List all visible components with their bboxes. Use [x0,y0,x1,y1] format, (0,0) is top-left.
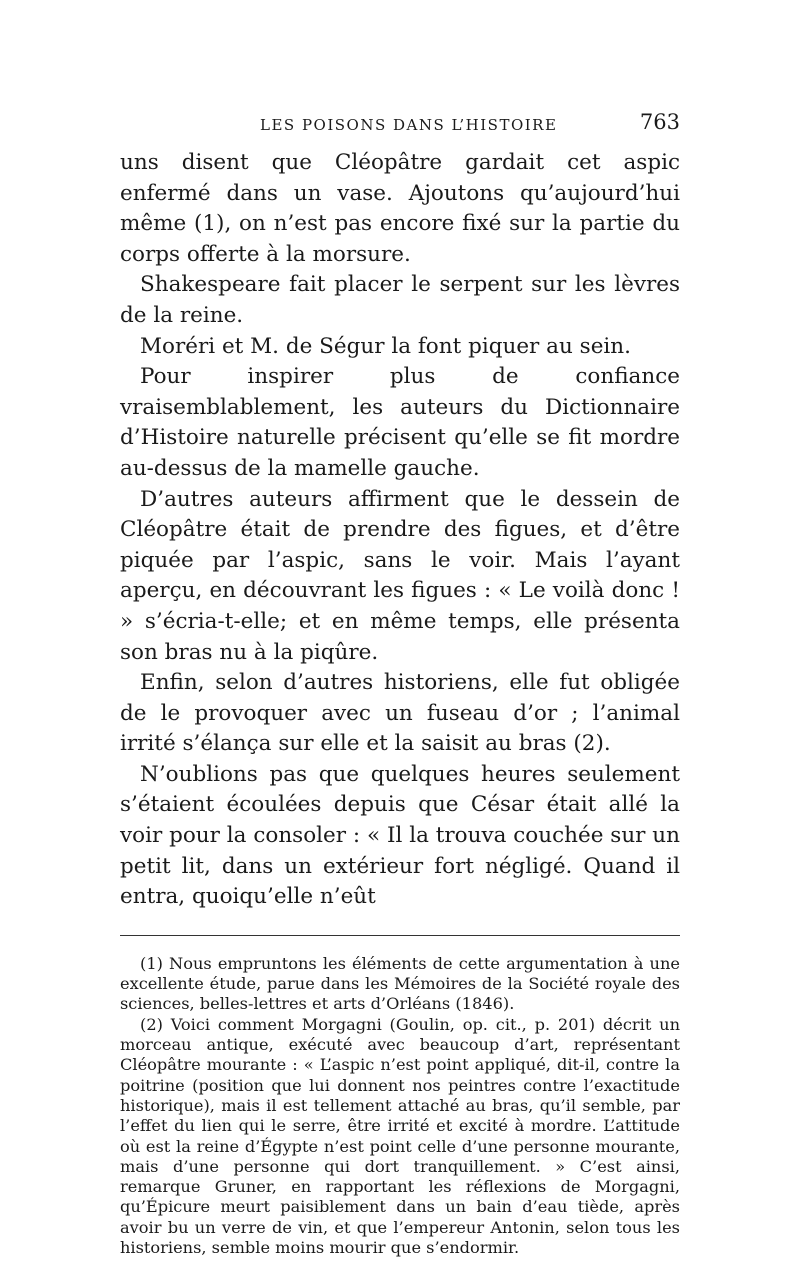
paragraph-5: D’autres auteurs affirment que le dessein de Cléopâtre était de prendre des figues, et d’être piquée par l’aspic, sans le voir. Mais l’ayant aperçu, en découvrant les figues : « Le voilà donc ! » s’écria-t-elle; et en même temps, elle présenta son bras nu à la piqûre. [120,486,680,665]
footnote-2: (2) Voici comment Morgagni (Goulin, op. cit., p. 201) décrit un morceau antique, exécuté avec beaucoup d’art, représentant Cléopâtre mourante : « L’aspic n’est point appliqué, dit-il, contre la poitrine (position que lui donnent nos peintres contre l’exactitude historique), mais il est tellement attaché au bras, qu’il semble, par l’effet du lien qui le serre, être irrité et excité à mordre. L’attitude où est la reine d’Égypte n’est point celle d’une personne mourante, mais d’une personne qui dort tranquillement. » C’est ainsi, remarque Gruner, en rapportant les réflexions de Morgagni, qu’Épicure meurt paisiblement dans un bain d’eau tiède, après avoir bu un verre de vin, et que l’empereur Antonin, selon tous les historiens, semble moins mourir que s’endormir. [120,1014,680,1257]
running-head [120,110,680,140]
page-number: 763 [639,110,680,134]
paragraph-4: Pour inspirer plus de confiance vraisemblablement, les auteurs du Dictionnaire d’Histoire naturelle précisent qu’elle se fit mordre au-dessus de la mamelle gauche. [120,364,680,481]
paragraph-6: Enfin, selon d’autres historiens, elle fut obligée de le provoquer avec un fuseau d’or ; l’animal irrité s’élança sur elle et la saisit au bras (2). [120,670,680,757]
body-text [120,148,680,913]
paragraph-3: Moréri et M. de Ségur la font piquer au sein. [140,333,631,359]
footnote-divider [120,935,680,936]
book-page [120,110,680,1258]
running-title: LES POISONS DANS L’HISTOIRE [260,116,558,134]
paragraph-2: Shakespeare fait placer le serpent sur les lèvres de la reine. [120,272,680,328]
footnotes [120,954,680,1258]
paragraph-7: N’oublions pas que quelques heures seulement s’étaient écoulées depuis que César était allé la voir pour la consoler : « Il la trouva couchée sur un petit lit, dans un extérieur fort négligé. Quand il entra, quoiqu’elle n’eût [120,761,680,910]
footnote-1: (1) Nous empruntons les éléments de cette argumentation à une excellente étude, parue dans les Mémoires de la Société royale des sciences, belles-lettres et arts d’Orléans (1846). [120,953,680,1014]
paragraph-1: uns disent que Cléopâtre gardait cet aspic enfermé dans un vase. Ajoutons qu’aujourd’hui même (1), on n’est pas encore fixé sur la partie du corps offerte à la morsure. [120,150,680,267]
